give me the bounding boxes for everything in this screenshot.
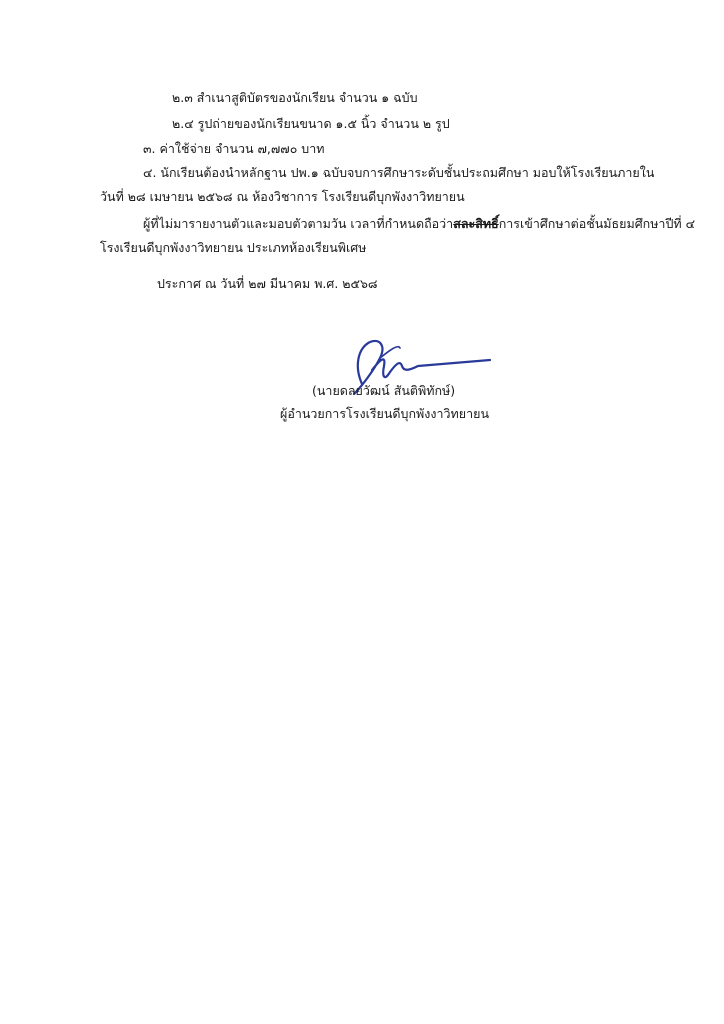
item-4-line-2: วันที่ ๒๘ เมษายน ๒๕๖๘ ณ ห้องวิชาการ โรงเรียนดีบุกพังงาวิทยายน xyxy=(100,189,465,204)
signatory-name: (นายดลยวัฒน์ สันติพิทักษ์) xyxy=(312,383,456,398)
item-2-4: ๒.๔ รูปถ่ายของนักเรียนขนาด ๑.๕ นิ้ว จำนวน ๒ รูป xyxy=(172,116,450,131)
announcement-date: ประกาศ ณ วันที่ ๒๗ มีนาคม พ.ศ. ๒๕๖๘ xyxy=(157,276,378,291)
item-3-expense: ๓. ค่าใช้จ่าย จำนวน ๗,๗๗๐ บาท xyxy=(143,141,325,156)
forfeit-notice-line-1 xyxy=(143,216,695,232)
forfeit-notice-prefix: ผู้ที่ไม่มารายงานตัวและมอบตัวตามวัน เวลาที่กำหนดถือว่า xyxy=(143,216,454,231)
item-4-line-1: ๔. นักเรียนต้องนำหลักฐาน ปพ.๑ ฉบับจบการศึกษาระดับชั้นประถมศึกษา มอบให้โรงเรียนภายใน xyxy=(143,165,655,180)
forfeit-notice-line-2: โรงเรียนดีบุกพังงาวิทยายน ประเภทห้องเรียนพิเศษ xyxy=(100,240,367,255)
signatory-position: ผู้อำนวยการโรงเรียนดีบุกพังงาวิทยายน xyxy=(280,406,489,421)
forfeit-emphasis: สละสิทธิ์ xyxy=(453,216,499,231)
forfeit-notice-suffix: การเข้าศึกษาต่อชั้นมัธยมศึกษาปีที่ ๔ xyxy=(498,216,696,231)
item-2-3: ๒.๓ สำเนาสูติบัตรของนักเรียน จำนวน ๑ ฉบับ xyxy=(172,90,418,105)
